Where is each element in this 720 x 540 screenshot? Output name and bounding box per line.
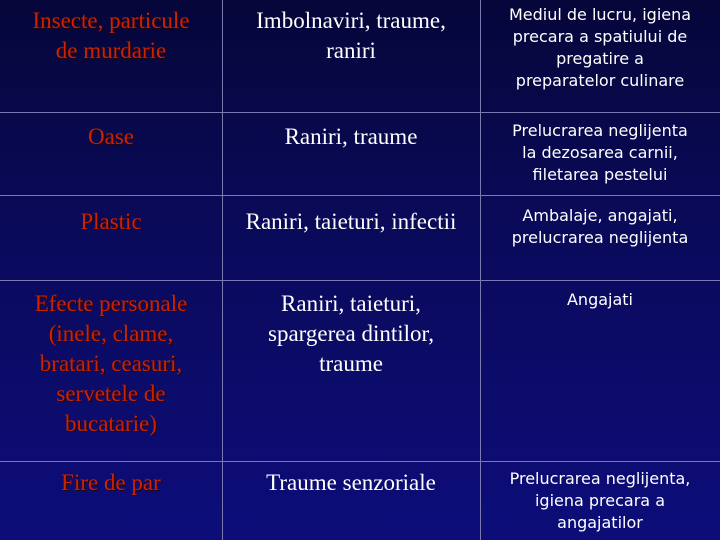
cause-text: Prelucrarea neglijenta la dezosarea carnii, filetarea pestelui — [512, 121, 688, 184]
row-divider — [0, 461, 720, 462]
table-cell-effect — [222, 2, 480, 112]
table-cell-effect — [222, 285, 480, 461]
effect-text: Imbolnaviri, traume, raniri — [256, 8, 446, 63]
hazard-text: Oase — [88, 124, 134, 149]
effect-text: Raniri, traume — [284, 124, 418, 149]
table-cell-hazard — [0, 285, 222, 461]
table-cell-cause — [480, 116, 720, 195]
row-divider — [0, 195, 720, 196]
hazard-text: Efecte personale (inele, clame, bratari, ceasuri, servetele de bucatarie) — [34, 291, 188, 436]
table-cell-hazard — [0, 203, 222, 280]
effect-text: Raniri, taieturi, spargerea dintilor, traume — [268, 291, 434, 376]
table-cell-hazard — [0, 2, 222, 112]
hazard-text: Fire de par — [61, 470, 161, 495]
table-cell-cause — [480, 285, 720, 461]
table-cell-effect — [222, 464, 480, 540]
hazard-text: Insecte, particule de murdarie — [32, 8, 190, 63]
row-divider — [0, 112, 720, 113]
table-cell-cause — [480, 0, 720, 112]
table-cell-effect — [222, 118, 480, 195]
table-cell-cause — [480, 201, 720, 280]
cause-text: Mediul de lucru, igiena precara a spatiului de pregatire a preparatelor culinare — [508, 5, 692, 90]
table-cell-hazard — [0, 464, 222, 540]
table-cell-hazard — [0, 118, 222, 195]
effect-text: Raniri, taieturi, infectii — [245, 209, 457, 234]
hazard-text: Plastic — [80, 209, 142, 234]
effect-text: Traume senzoriale — [266, 470, 436, 495]
cause-text: Ambalaje, angajati, prelucrarea neglijenta — [511, 206, 689, 247]
cause-text: Prelucrarea neglijenta, igiena precara a angajatilor — [509, 469, 691, 532]
table-cell-effect — [222, 203, 480, 280]
table-cell-cause — [480, 464, 720, 540]
row-divider — [0, 280, 720, 281]
cause-text: Angajati — [566, 290, 633, 309]
